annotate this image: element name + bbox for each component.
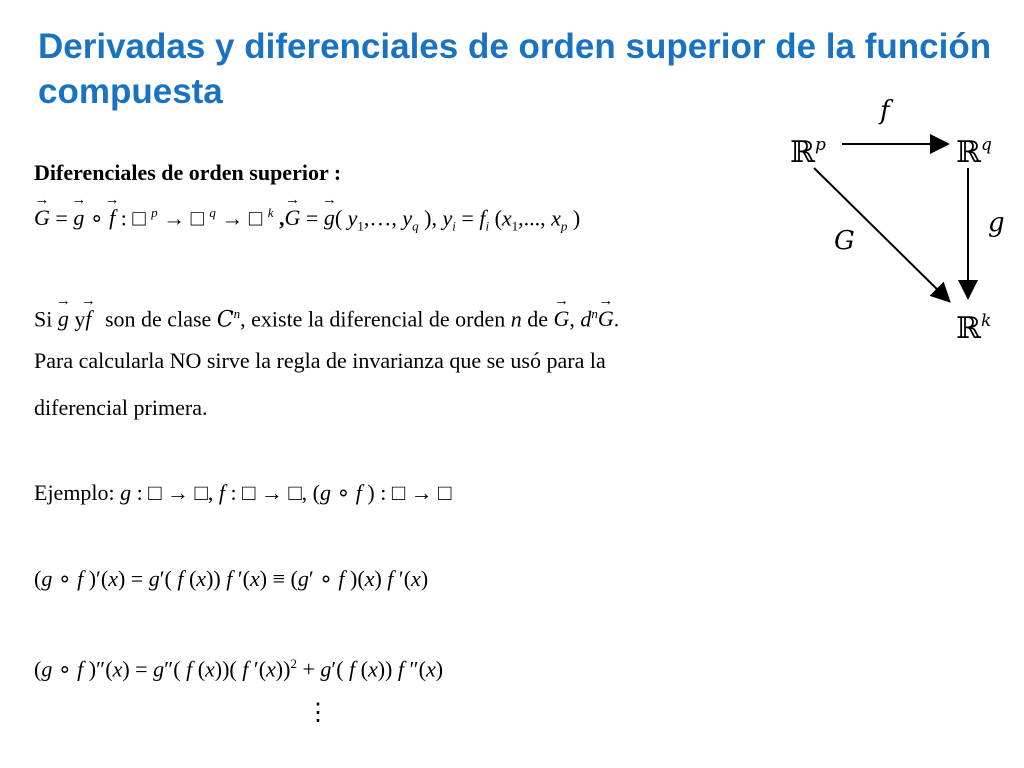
subheading: Diferenciales de orden superior : xyxy=(34,160,342,185)
paragraph-line-2: diferencial primera. xyxy=(34,395,208,420)
y-word: y xyxy=(74,306,86,332)
slide-title: Derivadas y diferenciales de orden superior de la función compuesta xyxy=(38,27,992,111)
second-derivative-formula: (g ∘ f )″(x) = g″( f (x))( f ′(x))$^2$ + g′( f (x)) f ″(x) xyxy=(34,656,444,682)
first-derivative-formula: (g ∘ f )′(x) = g′( f (x)) f ′(x) ≡ (g′ ∘ f )(x) f ′(x) xyxy=(34,566,429,591)
g-label: g xyxy=(988,208,1005,238)
composite-definition-formula: → G = → g ∘ → f : □ $^p$ → □ $^q$ → □ $^k$ ,→ G = → g( $y_1,\dots$, $y_q$ ), $y_i = f_i$ ($x_1$,..., $x_p$ ) xyxy=(34,205,580,235)
example-line: Ejemplo: g : □ → □, f : □ → □, (g ∘ f ) : □ → □ xyxy=(34,480,452,505)
rk-label: ℝ$^k$ xyxy=(956,311,992,346)
vertical-ellipsis: ⋮ xyxy=(306,700,330,726)
G-label: G xyxy=(834,226,855,256)
example-label: Ejemplo: xyxy=(34,480,115,505)
class-condition-text: Si → g y→ f son de clase $C^n$, existe la diferencial de orden n de → G, $d^n\to G$. xyxy=(34,306,619,332)
rp-label: ℝ$^p$ xyxy=(790,135,826,170)
paragraph-line-1: Para calcularla NO sirve la regla de invarianza que se usó para la xyxy=(34,348,606,373)
si-word: Si xyxy=(34,306,53,332)
rq-label: ℝ$^q$ xyxy=(956,135,992,170)
de-text: de xyxy=(527,306,548,332)
composition-diagram xyxy=(770,90,1020,350)
f-label: f xyxy=(880,96,890,126)
existe-text: existe la diferencial de orden xyxy=(251,306,506,332)
clase-text: son de clase xyxy=(104,306,212,332)
